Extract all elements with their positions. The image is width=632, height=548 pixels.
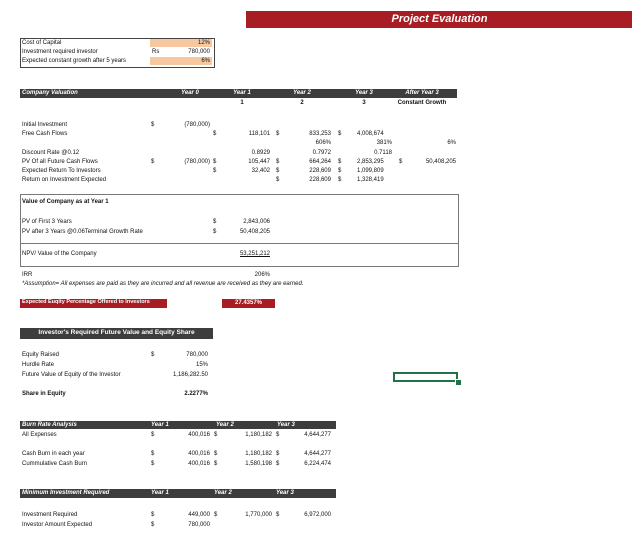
cum-burn-label: Cummulative Cash Burn [22, 461, 88, 467]
cum-burn-y3: 6,224,474 [304, 461, 331, 467]
currency-sign: $ [151, 352, 155, 358]
assumption-note: *Assumption= All expenses are paid as they are incurred and all revenue are received as they are earned. [22, 281, 304, 287]
currency-sign: $ [276, 159, 280, 165]
col-after: After Year 3 [405, 90, 439, 96]
initial-investment-y0: (780,000) [184, 122, 210, 128]
min-col-year3: Year 3 [276, 490, 294, 496]
currency-sign: $ [338, 159, 342, 165]
all-expenses-label: All Expenses [22, 432, 57, 438]
discount-label: Discount Rate @0.12 [22, 150, 80, 156]
burn-header-label: Burn Rate Analysis [22, 422, 77, 428]
growth-y3: 381% [376, 140, 392, 146]
equity-raised-label: Equity Raised [22, 352, 60, 358]
idx-year2: 2 [300, 100, 304, 106]
pv-y1: 105,447 [248, 159, 270, 165]
initial-investment-label: Initial Investment [22, 122, 68, 128]
irr-label: IRR [22, 272, 33, 278]
col-year2: Year 2 [293, 90, 311, 96]
currency-sign: $ [338, 131, 342, 137]
currency-sign: $ [276, 461, 280, 467]
expected-return-y1: 32,402 [251, 168, 270, 174]
currency-sign: $ [151, 451, 155, 457]
cost-of-capital-label: Cost of Capital [22, 40, 62, 46]
expected-return-y2: 228,609 [309, 168, 331, 174]
fcf-y2: 833,253 [309, 131, 331, 137]
company-value-heading: Value of Company as at Year 1 [22, 199, 109, 205]
selected-cell[interactable] [393, 372, 458, 382]
currency-sign: $ [276, 131, 280, 137]
currency-sign: $ [338, 168, 342, 174]
expected-return-label: Expected Return To Investors [22, 168, 101, 174]
return-inv-y2: 228,609 [309, 177, 331, 183]
growth-label: Expected constant growth after 5 years [22, 58, 127, 64]
pv-after3-label: PV after 3 Years @0.06Terminal Growth Rate [22, 229, 143, 235]
growth-value[interactable]: 6% [201, 58, 210, 64]
currency-sign: $ [213, 229, 217, 235]
cum-burn-y1: 400,016 [188, 461, 210, 467]
currency-sign: $ [214, 432, 218, 438]
currency-sign: $ [338, 177, 342, 183]
currency-sign: $ [213, 168, 217, 174]
min-col-year1: Year 1 [151, 490, 169, 496]
min-col-year2: Year 2 [214, 490, 232, 496]
npv-label: NPV/ Value of the Company [22, 251, 97, 257]
share-label: Share in Equity [22, 391, 66, 397]
investment-value[interactable]: 780,000 [188, 49, 210, 55]
equity-raised-value: 780,000 [186, 352, 208, 358]
currency-sign: $ [276, 451, 280, 457]
inv-required-y1: 449,000 [188, 512, 210, 518]
discount-y2: 0.7972 [312, 150, 331, 156]
currency-sign: $ [399, 159, 403, 165]
inv-expected-label: Investor Amount Expected [22, 522, 93, 528]
currency-sign: $ [151, 522, 155, 528]
idx-year3: 3 [362, 100, 366, 106]
expected-return-y3: 1,099,809 [357, 168, 384, 174]
discount-y1: 0.8929 [251, 150, 270, 156]
all-expenses-y1: 400,016 [188, 432, 210, 438]
idx-year1: 1 [240, 100, 244, 106]
pv-first3-label: PV of First 3 Years [22, 219, 72, 225]
burn-col-year1: Year 1 [151, 422, 169, 428]
hurdle-value: 15% [195, 362, 208, 368]
currency-sign: $ [151, 122, 155, 128]
currency-sign: $ [213, 131, 217, 137]
currency-sign: $ [151, 432, 155, 438]
currency-sign: $ [151, 512, 155, 518]
future-value-label: Future Value of Equity of the Investor [22, 372, 121, 378]
currency-sign: $ [276, 168, 280, 174]
page-title: Project Evaluation [246, 11, 632, 28]
pv-after3-value: 50,408,205 [239, 229, 270, 235]
growth-after: 6% [447, 140, 456, 146]
return-inv-y3: 1,328,419 [357, 177, 384, 183]
currency-sign: $ [276, 512, 280, 518]
share-value: 2.2277% [184, 391, 208, 397]
pv-after: 50,408,205 [425, 159, 456, 165]
currency-sign: $ [214, 512, 218, 518]
fcf-label: Free Cash Flows [22, 131, 68, 137]
col-year1: Year 1 [233, 90, 251, 96]
cost-of-capital-value[interactable]: 12% [197, 40, 210, 46]
currency-sign: $ [213, 219, 217, 225]
npv-value: 53,251,212 [239, 251, 270, 257]
burn-col-year2: Year 2 [216, 422, 234, 428]
currency-sign: $ [213, 159, 217, 165]
return-inv-label: Return on Investment Expected [22, 177, 107, 183]
future-value-header-label: Investor's Required Future Value and Equity Share [38, 329, 195, 336]
all-expenses-y3: 4,644,277 [304, 432, 331, 438]
cash-burn-y2: 1,180,182 [245, 451, 272, 457]
cash-burn-label: Cash Burn in each year [22, 451, 85, 457]
currency-sign: $ [214, 451, 218, 457]
pv-y2: 664,264 [309, 159, 331, 165]
currency-sign: $ [214, 461, 218, 467]
inv-required-y2: 1,770,000 [245, 512, 272, 518]
growth-y2: 606% [315, 140, 331, 146]
investment-currency: Rs [152, 49, 160, 55]
equity-offer-value: 27.4357% [234, 300, 263, 306]
irr-value: 206% [254, 272, 270, 278]
future-value-value: 1,186,282.50 [172, 372, 208, 378]
burn-col-year3: Year 3 [277, 422, 295, 428]
currency-sign: $ [151, 461, 155, 467]
currency-sign: $ [276, 432, 280, 438]
idx-after: Constant Growth [397, 100, 447, 106]
inv-required-y3: 6,972,000 [304, 512, 331, 518]
inv-required-label: Investment Required [22, 512, 78, 518]
fcf-y3: 4,008,674 [357, 131, 384, 137]
npv-separator [20, 243, 459, 244]
equity-offer-label: Expected Euqity Percentage Offered to Investors [22, 299, 150, 305]
pv-y0: (780,000) [184, 159, 210, 165]
valuation-header-label: Company Valuation [22, 90, 78, 96]
cum-burn-y2: 1,580,198 [245, 461, 272, 467]
cash-burn-y3: 4,644,277 [304, 451, 331, 457]
investment-label: Investment required investor [22, 49, 98, 55]
discount-y3: 0.7118 [374, 150, 392, 156]
cash-burn-y1: 400,016 [188, 451, 210, 457]
min-investment-header-label: Minimum Investment Required [22, 490, 110, 496]
pv-first3-value: 2,843,006 [243, 219, 270, 225]
fill-handle[interactable] [455, 379, 462, 386]
fcf-y1: 118,101 [248, 131, 270, 137]
hurdle-label: Hurdle Rate [22, 362, 55, 368]
currency-sign: $ [276, 177, 280, 183]
col-year0: Year 0 [181, 90, 199, 96]
pv-y3: 2,853,295 [357, 159, 384, 165]
col-year3: Year 3 [355, 90, 373, 96]
currency-sign: $ [151, 159, 155, 165]
all-expenses-y2: 1,180,182 [245, 432, 272, 438]
pv-label: PV Of all Future Cash Flows [22, 159, 98, 165]
inv-expected-y1: 780,000 [188, 522, 210, 528]
